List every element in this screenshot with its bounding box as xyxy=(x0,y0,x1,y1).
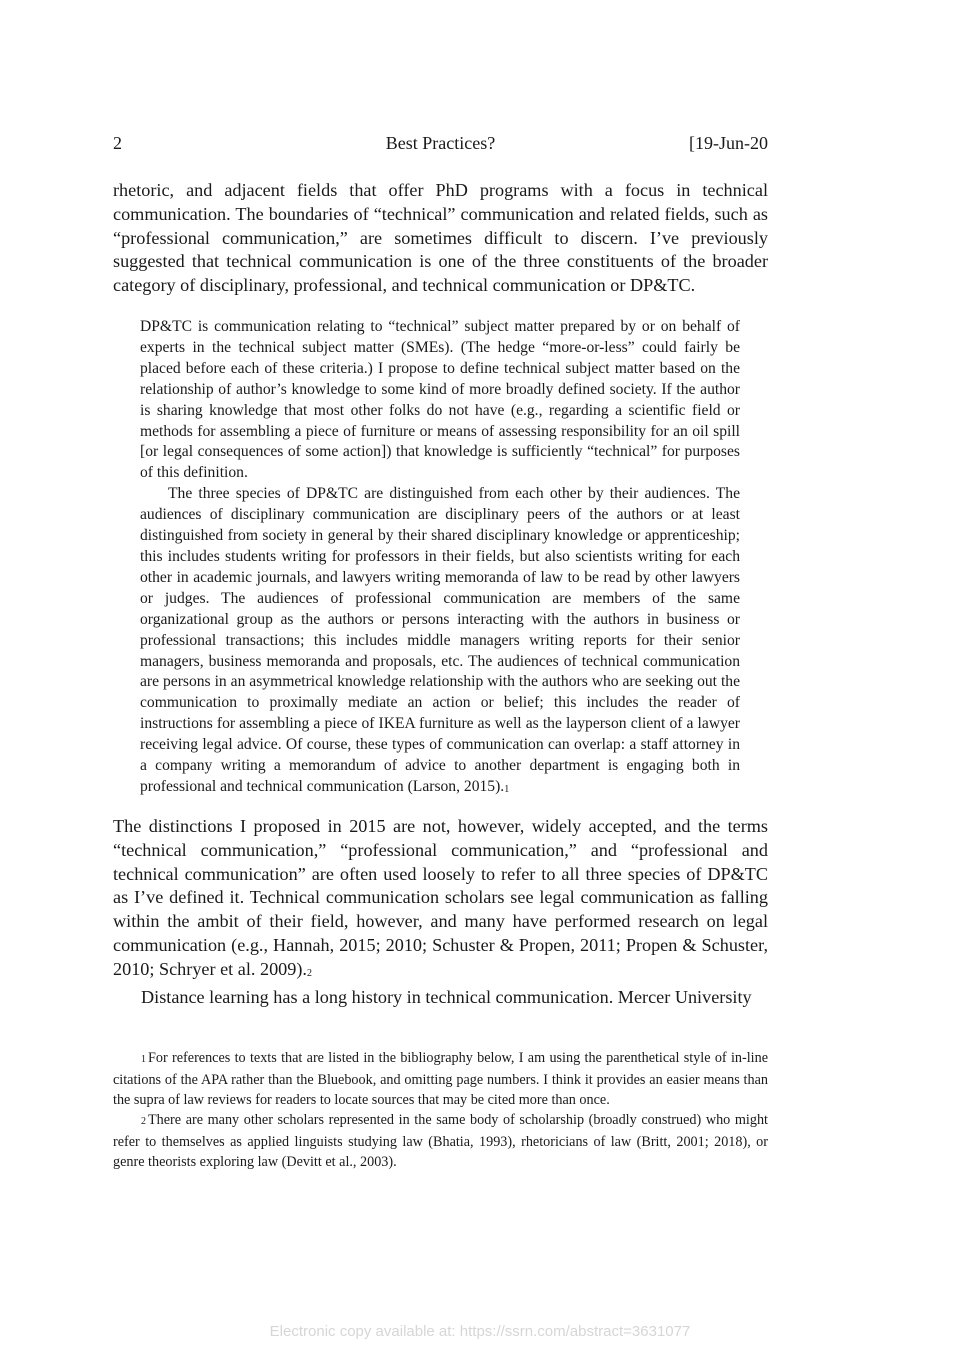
footnote xyxy=(113,1110,768,1172)
body-text-bottom xyxy=(113,815,768,1009)
footnote xyxy=(113,1048,768,1110)
footnote-reference[interactable]: 1 xyxy=(504,783,510,795)
body-paragraph-text: The distinctions I proposed in 2015 are not, however, widely accepted, and the terms “technical communication,” “professional communication,” and “professional and technical communication” are often used loosely to refer to all three species of DP&TC as I’ve defined it. Technical communication scholars see legal communication as falling within the ambit of their field, however, and many have performed research on legal communication (e.g., Hannah, 2015; 2010; Schuster & Propen, 2011; Propen & Schuster, 2010; Schryer et al. 2009). xyxy=(113,816,768,979)
running-header xyxy=(113,130,768,156)
block-quote-text: The three species of DP&TC are distinguished from each other by their audiences. The audiences of disciplinary communication are disciplinary peers of the authors or at least distinguished from society in general by their shared disciplinary knowledge or apprenticeship; this includes students writing for professors in their fields, but also scientists writing for each other in academic journals, and lawyers writing memoranda of law to be read by other lawyers or judges. The audiences of professional communication are members of the same organizational group as the authors or persons interacting with the authors in business or professional transactions; this includes middle managers writing reports for their senior managers, business memoranda and proposals, etc. The audiences of technical communication are persons in an asymmetrical knowledge relationship with the authors who are seeking out the communication to proximally mediate an action or belief; this includes the reader of instructions for assembling a piece of IKEA furniture as well as the layperson client of a lawyer receiving legal advice. Of course, these types of communication can overlap: a staff attorney in a company writing a memorandum of advice to another department is engaging both in professional and technical communication (Larson, 2015). xyxy=(140,485,740,795)
footnote-text: There are many other scholars represented in the same body of scholarship (broadly construed) who might refer to themselves as applied linguists studying law (Bhatia, 1993), rhetoricians of law (Britt, 2001; 2018), or genre theorists exploring law (Devitt et al., 2003). xyxy=(113,1112,768,1170)
footnote-mark: 1 xyxy=(141,1054,146,1065)
ssrn-watermark: Electronic copy available at: https://ssrn.com/abstract=3631077 xyxy=(269,1323,691,1340)
body-paragraph: rhetoric, and adjacent fields that offer PhD programs with a focus in technical communication. The boundaries of “technical” communication and related fields, such as “professional communication,” are sometimes difficult to discern. I’ve previously suggested that technical communication is one of the three constituents of the broader category of disciplinary, professional, and technical communication or DP&TC. xyxy=(113,180,768,296)
block-quote xyxy=(140,317,740,801)
body-paragraph xyxy=(113,815,768,986)
body-text-top xyxy=(113,179,768,298)
footnotes xyxy=(113,1048,768,1172)
running-title: Best Practices? xyxy=(385,133,496,153)
footnote-reference[interactable]: 2 xyxy=(306,967,312,979)
footnote-mark: 2 xyxy=(141,1116,146,1127)
body-paragraph: Distance learning has a long history in technical communication. Mercer University xyxy=(141,986,752,1007)
footnote-text: For references to texts that are listed in the bibliography below, I am using the parenthetical style of in-line citations of the APA rather than the Bluebook, and omitting page numbers. I think it provides an easier means than the supra of law reviews for readers to locate sources that may be cited more than once. xyxy=(113,1050,768,1108)
block-quote-paragraph: DP&TC is communication relating to “technical” subject matter prepared by or on behalf of experts in the technical subject matter (SMEs). (The hedge “more-or-less” could fairly be placed before each of these criteria.) I propose to define technical subject matter based on the relationship of author’s knowledge to some kind of more broadly defined society. If the author is sharing knowledge that most other folks do not have (e.g., regarding a scientific field or methods for assembling a piece of furniture or means of assessing responsibility for an oil spill [or legal consequences of some action]) that knowledge is sufficiently “technical” for purposes of this definition. xyxy=(140,318,740,482)
block-quote-paragraph xyxy=(140,484,740,801)
page-number: 2 xyxy=(113,133,122,153)
header-date: [19-Jun-20 xyxy=(689,133,768,153)
